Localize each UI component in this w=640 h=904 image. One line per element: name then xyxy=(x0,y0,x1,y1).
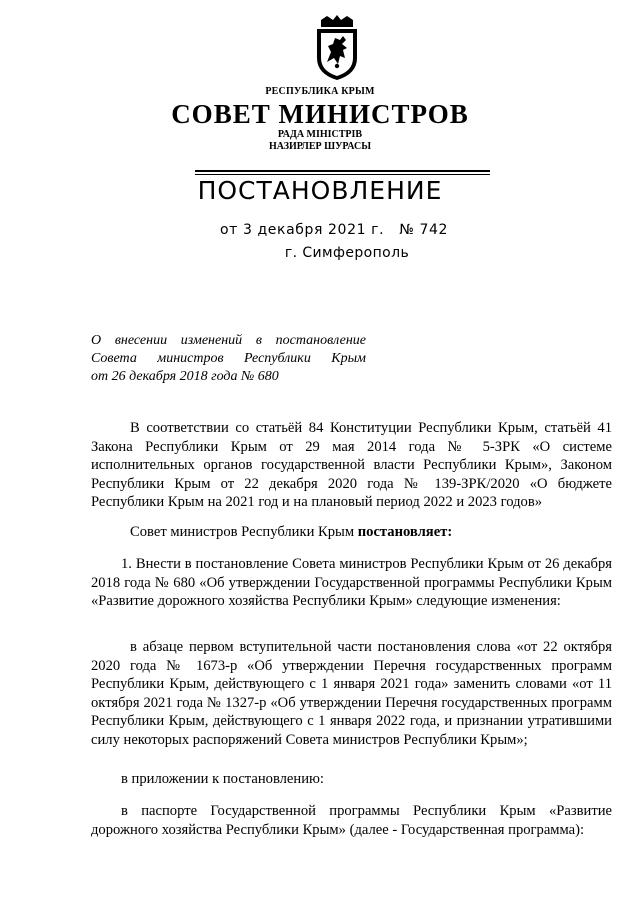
document-type-title: ПОСТАНОВЛЕНИЕ xyxy=(197,176,443,205)
passport-paragraph: в паспорте Государственной программы Республики Крым «Развитие дорожного хозяйства Республики Крым» (далее - Государственная программа): xyxy=(91,803,612,838)
decision-keyword: постановляет: xyxy=(357,524,453,540)
council-name: СОВЕТ МИНИСТРОВ xyxy=(171,99,469,129)
amendment-paragraph: в абзаце первом вступительной части постановления слова «от 22 октября 2020 года № 1673-р «Об утверждении Перечня государственных программ Республики Крым, действующего с 1 января 2021 года» заменить словами «от 11 октября 2021 года № 1327-р «Об утверждении Перечня государственных программ Республики Крым, действующего с 1 января 2022 года, и признании утратившими силу некоторых распоряжений Совета министров Республики Крым»; xyxy=(91,639,612,748)
crimea-coat-of-arms-icon xyxy=(313,14,361,82)
document-date-number: от 3 декабря 2021 г. № 742 xyxy=(220,222,449,238)
council-name-ukrainian: РАДА МІНІСТРІВ xyxy=(277,129,363,140)
preamble-paragraph: В соответствии со статьёй 84 Конституции Республики Крым, статьёй 41 Закона Республики Крым от 29 мая 2014 года № 5-ЗРК «О системе исполнительных органов государственной власти Республики Крым», Законом Республики Крым от 22 декабря 2020 года № 139-ЗРК/2020 «О бюджете Республики Крым на 2021 год и на плановый период 2022 и 2023 годов» xyxy=(91,420,612,511)
subject-line: О внесении изменений в постановление xyxy=(91,333,366,348)
appendix-paragraph: в приложении к постановлению: xyxy=(121,771,324,787)
decision-paragraph xyxy=(91,523,612,542)
document-place: г. Симферополь xyxy=(284,245,410,261)
header-divider-thin xyxy=(195,174,490,175)
header-divider-thick xyxy=(195,170,490,172)
republic-name: РЕСПУБЛИКА КРЫМ xyxy=(265,86,375,97)
council-name-crimean-tatar: НАЗИРЛЕР ШУРАСЫ xyxy=(268,141,372,152)
decision-text: Совет министров Республики Крым xyxy=(130,524,358,540)
clause-1-paragraph: 1. Внести в постановление Совета министров Республики Крым от 26 декабря 2018 года № 680 «Об утверждении Государственной программы Республики Крым «Развитие дорожного хозяйства Республики Крым» следующие изменения: xyxy=(91,556,612,610)
subject-line: от 26 декабря 2018 года № 680 xyxy=(91,369,279,384)
subject-line: Совета министров Республики Крым xyxy=(91,351,366,366)
document-subject xyxy=(91,332,366,386)
